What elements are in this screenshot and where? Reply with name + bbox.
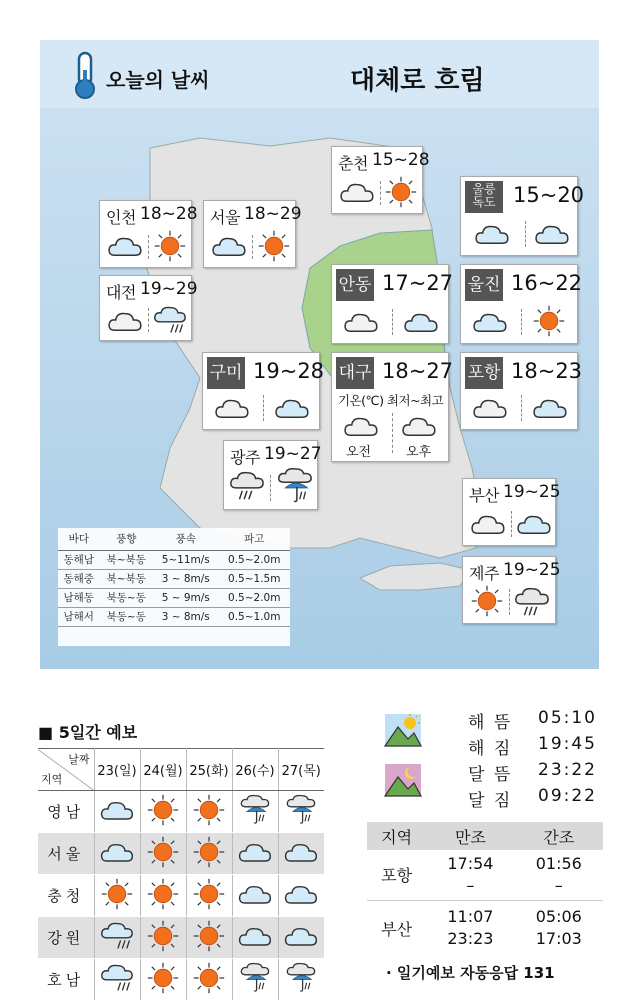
moonrise-time: 23:22 bbox=[538, 760, 597, 780]
cloud-icon bbox=[342, 309, 380, 335]
legend-am: 오전 bbox=[346, 445, 372, 460]
city-temp: 19~27 bbox=[264, 444, 322, 464]
cloud-icon bbox=[402, 309, 440, 335]
sea-cell: 남해서 bbox=[58, 607, 99, 626]
divider bbox=[148, 235, 149, 259]
forecast-cell bbox=[94, 959, 140, 1001]
corner-region: 지역 bbox=[41, 773, 63, 786]
city-card-gwangju bbox=[223, 440, 322, 510]
sea-header: 바다 bbox=[58, 528, 99, 550]
cloud-icon bbox=[283, 923, 319, 949]
sea-cell: 0.5~2.0m bbox=[219, 550, 291, 569]
shower-icon bbox=[99, 920, 135, 952]
sunrise-time: 05:10 bbox=[538, 708, 597, 728]
sea-cell: 0.5~1.5m bbox=[219, 569, 291, 588]
forecast-cell bbox=[94, 791, 140, 833]
cloud-icon bbox=[237, 881, 273, 907]
sun-icon bbox=[193, 794, 225, 826]
forecast-cell bbox=[94, 833, 140, 875]
city-name-line2: 독도 bbox=[472, 195, 496, 209]
moonset-label: 달 짐 bbox=[468, 791, 513, 811]
forecast-cell bbox=[94, 875, 140, 917]
forecast-row bbox=[38, 875, 324, 917]
tide-high: 17:54 bbox=[447, 853, 494, 873]
cloud-icon bbox=[342, 413, 380, 439]
divider bbox=[521, 395, 522, 421]
rain-umbrella-icon bbox=[237, 962, 273, 994]
sun-icon bbox=[193, 962, 225, 994]
sun-icon bbox=[147, 962, 179, 994]
header-summary: 대체로 흐림 bbox=[350, 66, 485, 96]
forecast-title: ■ 5일간 예보 bbox=[38, 723, 138, 742]
divider bbox=[511, 511, 512, 537]
divider bbox=[392, 309, 393, 335]
forecast-day: 27(목) bbox=[278, 749, 324, 791]
forecast-region: 서울 bbox=[38, 833, 94, 875]
forecast-cell bbox=[186, 833, 232, 875]
cloud-icon bbox=[283, 881, 319, 907]
sea-header: 파고 bbox=[219, 528, 291, 550]
city-card-gumi bbox=[202, 352, 325, 430]
shower-icon bbox=[228, 469, 266, 503]
tide-header: 만조 bbox=[454, 827, 486, 847]
rain-umbrella-icon bbox=[283, 794, 319, 826]
city-temp: 19~25 bbox=[503, 482, 561, 502]
forecast-cell bbox=[232, 833, 278, 875]
sea-row bbox=[58, 607, 290, 626]
sea-cell: 5~11m/s bbox=[153, 550, 219, 569]
sea-cell: 북동~동 bbox=[99, 607, 152, 626]
city-name: 인천 bbox=[106, 208, 136, 227]
sea-conditions-table bbox=[58, 528, 290, 646]
cloud-icon bbox=[473, 221, 511, 247]
city-name: 대전 bbox=[106, 283, 136, 302]
tide-low: 05:06 bbox=[535, 907, 582, 927]
forecast-cell bbox=[140, 959, 186, 1001]
cloud-icon bbox=[99, 797, 135, 823]
rain-umbrella-icon bbox=[276, 467, 314, 505]
sea-cell: 북동~동 bbox=[99, 588, 152, 607]
city-card-incheon bbox=[99, 200, 198, 268]
shower-icon bbox=[99, 962, 135, 994]
forecast-cell bbox=[94, 917, 140, 959]
city-card-seoul bbox=[203, 200, 302, 268]
forecast-cell bbox=[186, 875, 232, 917]
sun-icon bbox=[147, 794, 179, 826]
forecast-corner bbox=[38, 749, 94, 791]
sun-icon bbox=[471, 585, 503, 617]
sea-row bbox=[58, 569, 290, 588]
city-temp: 18~23 bbox=[511, 359, 583, 383]
forecast-cell bbox=[186, 791, 232, 833]
city-temp: 19~25 bbox=[503, 560, 561, 580]
rain-umbrella-icon bbox=[237, 794, 273, 826]
forecast-cell bbox=[140, 875, 186, 917]
divider bbox=[148, 308, 149, 332]
sun-icon bbox=[101, 878, 133, 910]
cloud-icon bbox=[99, 839, 135, 865]
forecast-cell bbox=[140, 917, 186, 959]
city-tag bbox=[465, 181, 503, 213]
forecast-day: 26(수) bbox=[232, 749, 278, 791]
city-tag: 포항 bbox=[465, 357, 503, 389]
city-temp: 17~27 bbox=[382, 271, 454, 295]
tide-row bbox=[367, 900, 603, 956]
forecast-cell bbox=[278, 959, 324, 1001]
forecast-region: 충청 bbox=[38, 875, 94, 917]
sea-cell: 3 ~ 8m/s bbox=[153, 569, 219, 588]
cloud-icon bbox=[471, 309, 509, 335]
cloud-icon bbox=[515, 511, 553, 537]
city-card-andong bbox=[331, 264, 454, 344]
sea-cell: 5 ~ 9m/s bbox=[153, 588, 219, 607]
sea-header: 풍향 bbox=[99, 528, 152, 550]
sea-cell: 북~북동 bbox=[99, 569, 152, 588]
tide-high: 11:07 bbox=[447, 907, 494, 927]
sun-icon bbox=[147, 920, 179, 952]
cloud-icon bbox=[210, 233, 248, 259]
city-temp: 15~20 bbox=[513, 183, 585, 207]
forecast-day: 23(일) bbox=[94, 749, 140, 791]
sea-cell: 3 ~ 8m/s bbox=[153, 607, 219, 626]
forecast-region: 강원 bbox=[38, 917, 94, 959]
tide-row bbox=[367, 850, 603, 900]
divider bbox=[509, 589, 510, 615]
forecast-row bbox=[38, 959, 324, 1001]
cloud-icon bbox=[531, 395, 569, 421]
forecast-table bbox=[38, 748, 324, 1001]
tide-high: 23:23 bbox=[447, 929, 494, 949]
cloud-icon bbox=[237, 923, 273, 949]
forecast-row bbox=[38, 833, 324, 875]
sun-icon bbox=[193, 878, 225, 910]
city-tag: 구미 bbox=[207, 357, 245, 389]
city-temp: 15~28 bbox=[372, 150, 430, 170]
city-tag: 안동 bbox=[336, 269, 374, 301]
sun-icon bbox=[154, 230, 186, 262]
sun-icon bbox=[147, 878, 179, 910]
city-card-pohang bbox=[460, 352, 583, 430]
divider bbox=[380, 181, 381, 205]
forecast-cell bbox=[140, 833, 186, 875]
sunset-time: 19:45 bbox=[538, 734, 597, 754]
tide-table bbox=[367, 822, 603, 956]
sea-header: 풍속 bbox=[153, 528, 219, 550]
cloud-icon bbox=[533, 221, 571, 247]
rain-umbrella-icon bbox=[283, 962, 319, 994]
cloud-icon bbox=[471, 395, 509, 421]
shower-icon bbox=[513, 585, 551, 619]
shower-icon bbox=[152, 304, 188, 336]
city-tag: 울진 bbox=[465, 269, 503, 301]
city-temp: 16~22 bbox=[511, 271, 583, 295]
sunrise-landscape-icon bbox=[384, 713, 422, 747]
forecast-region: 영남 bbox=[38, 791, 94, 833]
sea-cell: 북~북동 bbox=[99, 550, 152, 569]
thermometer-icon bbox=[70, 50, 100, 100]
tide-low: 01:56 bbox=[535, 853, 582, 873]
sun-icon bbox=[147, 836, 179, 868]
city-temp: 18~28 bbox=[140, 204, 198, 224]
cloud-icon bbox=[469, 511, 507, 537]
cloud-icon bbox=[106, 308, 144, 334]
forecast-cell bbox=[232, 791, 278, 833]
sunrise-label: 해 뜸 bbox=[468, 713, 513, 733]
divider bbox=[521, 309, 522, 335]
sea-cell: 0.5~2.0m bbox=[219, 588, 291, 607]
header-title: 오늘의 날씨 bbox=[106, 68, 210, 92]
forecast-cell bbox=[186, 959, 232, 1001]
city-temp: 18~27 bbox=[382, 359, 454, 383]
cloud-icon bbox=[273, 395, 311, 421]
city-card-busan bbox=[462, 478, 561, 546]
city-name-line1: 울릉 bbox=[472, 182, 496, 196]
forecast-cell bbox=[232, 875, 278, 917]
tide-region: 부산 bbox=[381, 919, 413, 939]
divider bbox=[525, 221, 526, 247]
forecast-region: 호남 bbox=[38, 959, 94, 1001]
cloud-icon bbox=[338, 179, 376, 205]
moonset-time: 09:22 bbox=[538, 786, 597, 806]
forecast-row bbox=[38, 791, 324, 833]
divider bbox=[252, 235, 253, 259]
forecast-cell bbox=[186, 917, 232, 959]
city-name: 부산 bbox=[469, 486, 499, 505]
moon-landscape-icon bbox=[384, 763, 422, 797]
sea-row bbox=[58, 588, 290, 607]
forecast-day: 25(화) bbox=[186, 749, 232, 791]
forecast-cell bbox=[278, 791, 324, 833]
city-card-uljin bbox=[460, 264, 583, 344]
city-card-daejeon bbox=[99, 275, 198, 341]
city-name: 서울 bbox=[210, 208, 240, 227]
forecast-cell bbox=[232, 959, 278, 1001]
city-card-jeju bbox=[462, 556, 561, 624]
city-temp: 19~29 bbox=[140, 279, 198, 299]
forecast-cell bbox=[232, 917, 278, 959]
sunset-label: 해 짐 bbox=[468, 739, 513, 759]
tide-high: – bbox=[466, 875, 475, 895]
tide-low: 17:03 bbox=[535, 929, 582, 949]
cloud-icon bbox=[106, 233, 144, 259]
cloud-icon bbox=[283, 839, 319, 865]
sun-icon bbox=[258, 230, 290, 262]
city-card-ulleung bbox=[460, 176, 585, 256]
tide-header: 지역 bbox=[381, 827, 413, 847]
city-tag: 대구 bbox=[336, 357, 374, 389]
sun-icon bbox=[533, 305, 565, 337]
city-name: 제주 bbox=[469, 564, 499, 583]
sun-icon bbox=[193, 836, 225, 868]
city-card-chuncheon bbox=[331, 146, 430, 214]
sea-cell: 동해중 bbox=[58, 569, 99, 588]
cloud-icon bbox=[213, 395, 251, 421]
footer-hotline: · 일기예보 자동응답 131 bbox=[386, 964, 555, 982]
divider bbox=[270, 475, 271, 501]
city-name: 광주 bbox=[230, 448, 260, 467]
legend-caption: 기온(℃) 최저~최고 bbox=[338, 393, 444, 408]
sea-cell: 0.5~1.0m bbox=[219, 607, 291, 626]
forecast-cell bbox=[278, 917, 324, 959]
city-temp: 19~28 bbox=[253, 359, 325, 383]
legend-pm: 오후 bbox=[406, 445, 432, 460]
tide-region: 포항 bbox=[381, 866, 413, 886]
sea-cell: 동해남 bbox=[58, 550, 99, 569]
corner-date: 날짜 bbox=[68, 753, 90, 766]
moonrise-label: 달 뜸 bbox=[468, 765, 513, 785]
tide-low: – bbox=[554, 875, 563, 895]
divider bbox=[392, 413, 393, 453]
tide-header: 간조 bbox=[543, 827, 575, 847]
cloud-icon bbox=[237, 839, 273, 865]
forecast-cell bbox=[278, 833, 324, 875]
sea-row bbox=[58, 550, 290, 569]
sun-icon bbox=[193, 920, 225, 952]
divider bbox=[263, 395, 264, 421]
cloud-icon bbox=[400, 413, 438, 439]
forecast-row bbox=[38, 917, 324, 959]
city-card-daegu bbox=[331, 352, 454, 462]
sea-cell: 남해동 bbox=[58, 588, 99, 607]
forecast-day: 24(월) bbox=[140, 749, 186, 791]
city-name: 춘천 bbox=[338, 154, 368, 173]
forecast-cell bbox=[278, 875, 324, 917]
forecast-cell bbox=[140, 791, 186, 833]
city-temp: 18~29 bbox=[244, 204, 302, 224]
sun-icon bbox=[385, 176, 417, 208]
